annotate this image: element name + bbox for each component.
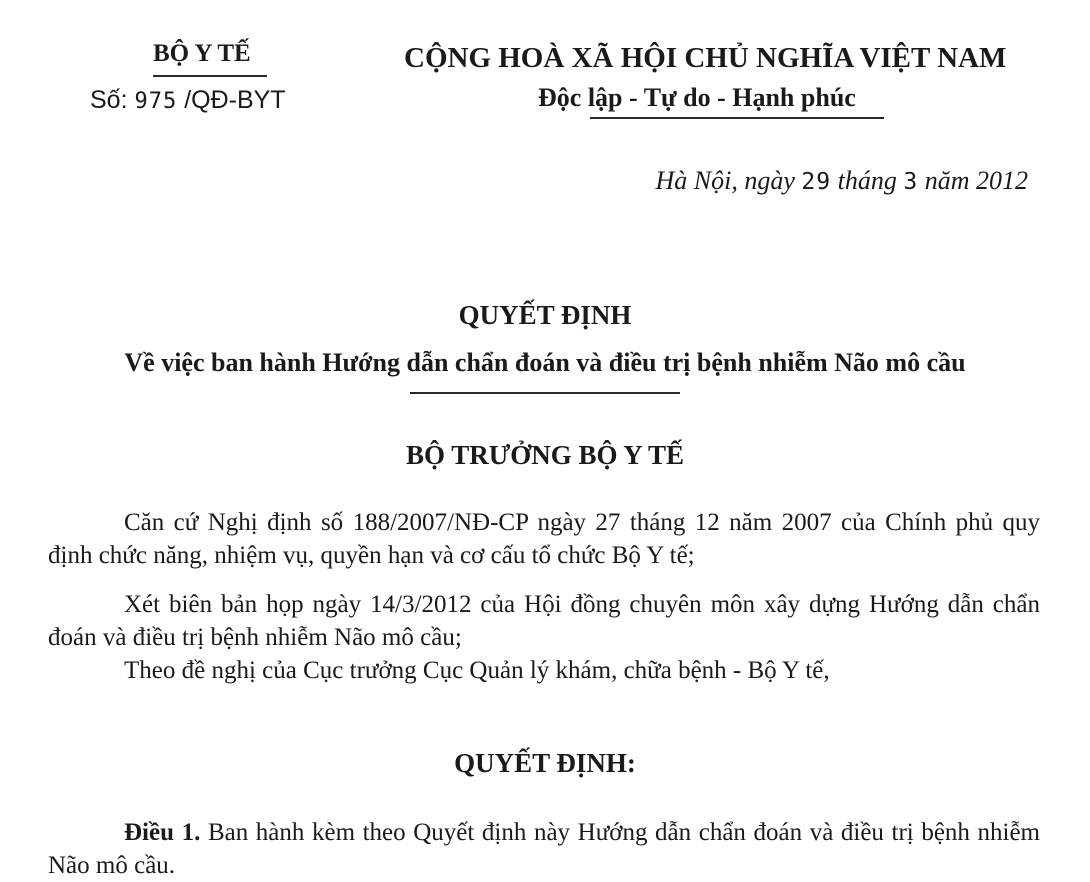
doc-number-suffix: /QĐ-BYT xyxy=(184,86,286,114)
preamble-paragraph-3: Theo đề nghị của Cục trưởng Cục Quản lý khám, chữa bệnh - Bộ Y tế, xyxy=(124,657,830,684)
decision-subject: Về việc ban hành Hướng dẫn chẩn đoán và điều trị bệnh nhiễm Não mô cầu xyxy=(124,348,966,377)
article-1-label: Điều 1. xyxy=(124,819,201,846)
dateline-month: 3 xyxy=(903,169,919,195)
article-1-text: Ban hành kèm theo Quyết định này Hướng dẫn chẩn đoán và điều trị bệnh nhiễm Não mô cầu. xyxy=(48,819,1040,879)
article-1 xyxy=(48,816,1040,882)
subject-underline xyxy=(410,392,680,394)
nation-name: CỘNG HOÀ XÃ HỘI CHỦ NGHĨA VIỆT NAM xyxy=(404,42,1007,74)
authority-title: BỘ TRƯỞNG BỘ Y TẾ xyxy=(405,440,685,470)
decision-heading: QUYẾT ĐỊNH: xyxy=(454,748,636,778)
dateline-place: Hà Nội, ngày xyxy=(655,166,795,195)
dateline-day: 29 xyxy=(801,169,832,195)
dateline xyxy=(656,166,1028,196)
dateline-month-label: tháng xyxy=(837,166,897,195)
ministry-name: BỘ Y TẾ xyxy=(153,40,251,67)
preamble-paragraph-2: Xét biên bản họp ngày 14/3/2012 của Hội đồng chuyên môn xây dựng Hướng dẫn chẩn đoán và điều trị bệnh nhiễm Não mô cầu; xyxy=(48,591,1040,651)
national-motto: Độc lập - Tự do - Hạnh phúc xyxy=(538,83,856,112)
dateline-year: năm 2012 xyxy=(924,166,1028,195)
preamble-paragraph-1: Căn cứ Nghị định số 188/2007/NĐ-CP ngày 27 tháng 12 năm 2007 của Chính phủ quy định chức năng, nhiệm vụ, quyền hạn và cơ cấu tổ chức Bộ Y tế; xyxy=(48,509,1040,569)
ministry-underline xyxy=(153,75,267,77)
doc-number-handwritten: 975 xyxy=(134,89,178,114)
motto-underline xyxy=(590,117,884,119)
decision-title: QUYẾT ĐỊNH xyxy=(458,300,632,330)
document-number xyxy=(90,86,286,115)
doc-number-prefix: Số: xyxy=(90,86,128,114)
